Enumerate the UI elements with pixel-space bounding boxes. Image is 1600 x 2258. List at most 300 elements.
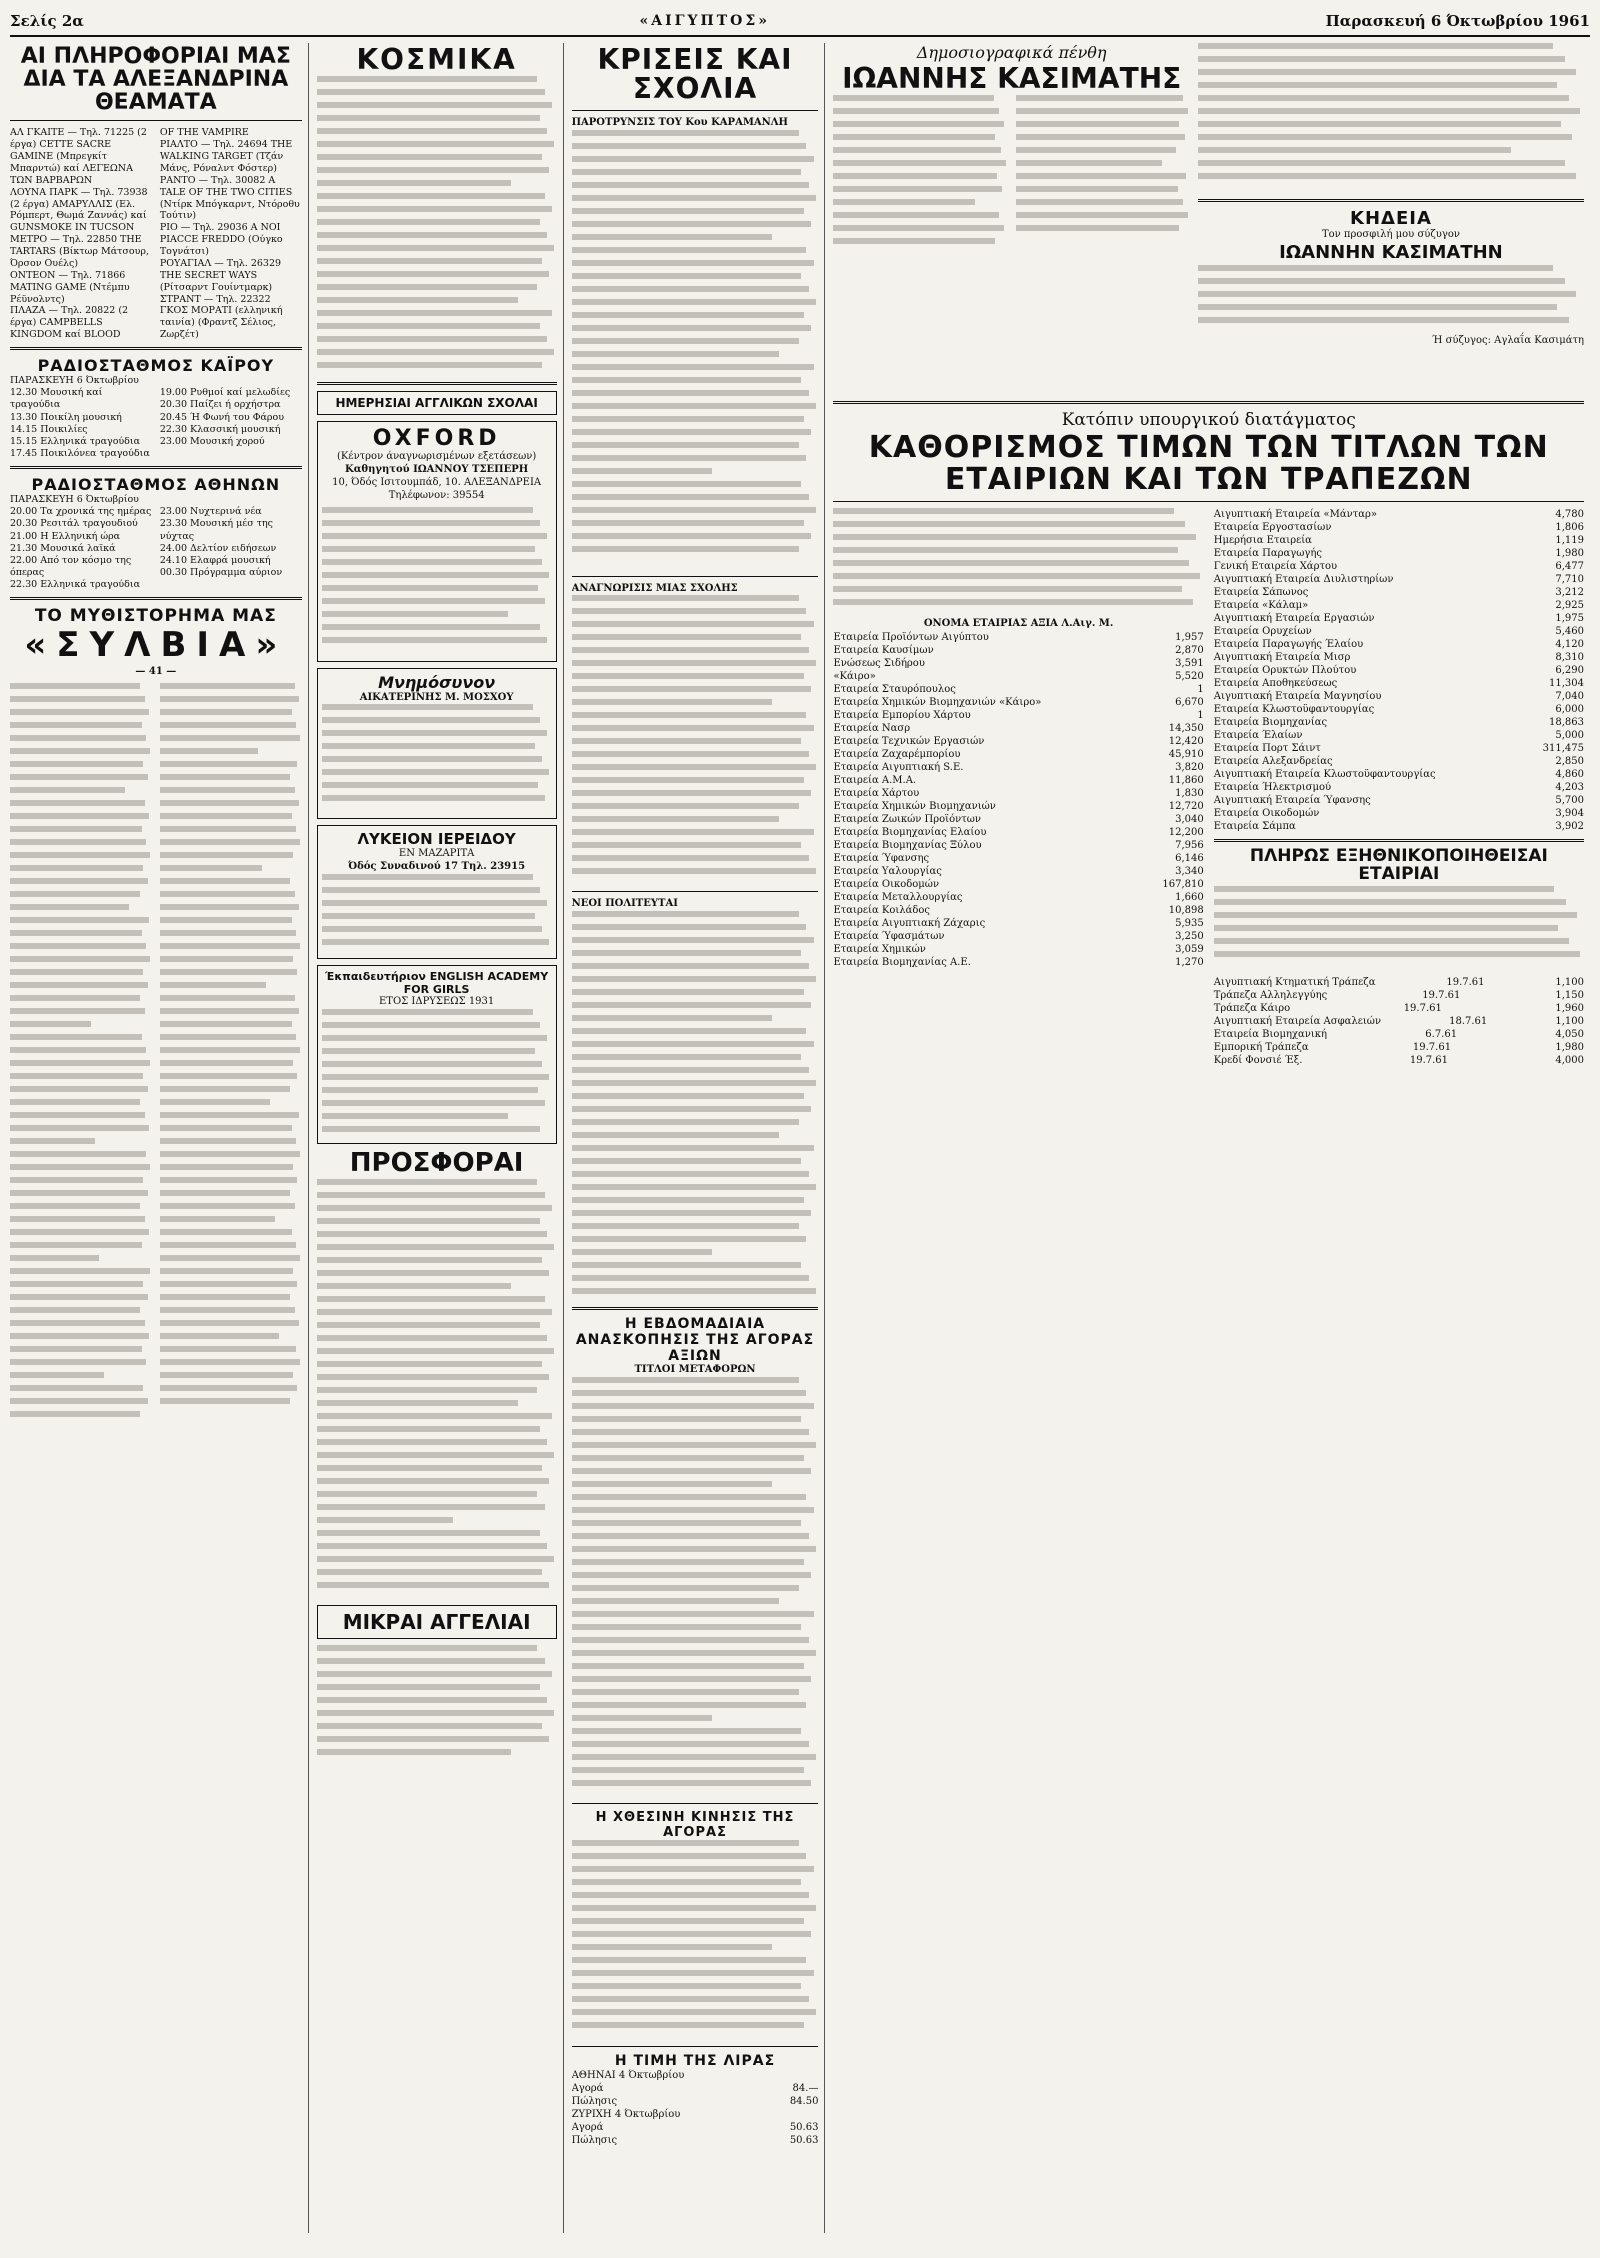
text-line [572,1533,809,1539]
text-line [160,1177,298,1183]
text-line [572,816,779,822]
text-line [317,1361,543,1367]
price-value: 12,720 [1168,801,1204,813]
text-line [572,1494,807,1500]
text-line [10,1008,145,1014]
program-line: 12.30 Μουσική καί τραγούδια [10,387,103,411]
text-line [1016,225,1180,231]
price-row [1214,651,1584,664]
text-line [572,1585,799,1591]
text-line [317,1426,540,1432]
text-line [572,1442,816,1448]
text-line [572,468,713,474]
company-name: «Κάιρο» [833,671,876,683]
text-line [572,208,804,214]
text-line [10,722,142,728]
text-line [572,533,811,539]
text-line [317,310,552,316]
text-line [160,1216,275,1222]
text-line [322,900,547,906]
school-address: Όδός Συναδινού 17 Τηλ. 23915 [348,861,526,873]
price-row [1214,807,1584,820]
text-line [572,1015,772,1021]
text-line [1198,95,1569,101]
text-line [10,1125,149,1131]
text-line [10,735,146,741]
text-line [1214,938,1569,944]
pound-table [572,2069,819,2147]
market-heading: Η ΕΒΔΟΜΑΔΙΑΙΑ ΑΝΑΣΚΟΠΗΣΙΣ ΤΗΣ ΑΓΟΡΑΣ ΑΞΙΩΝ [575,1316,815,1365]
program-line: 23.30 Μουσική μέσ της νύχτας [159,518,273,542]
text-line [322,611,508,617]
price-row [1214,625,1584,638]
price-value: 7,956 [1175,840,1204,852]
text-line [833,199,974,205]
company-name: Εταιρεία Καυσίμων [833,645,934,657]
text-line [572,829,814,835]
funeral-text [1198,265,1584,335]
text-line [317,1296,545,1302]
text-line [317,323,540,329]
text-line [833,534,1196,540]
text-line [317,1218,540,1224]
text-line [1198,134,1573,140]
mourning-text-cont [1198,43,1584,193]
price-row [833,826,1203,839]
text-line [572,634,802,640]
text-line [572,442,799,448]
price-value: 1 [1197,684,1204,696]
text-line [10,1255,99,1261]
issue-date: Παρασκευή 6 Όκτωβρίου 1961 [1325,12,1590,30]
program-line: 22.00 Από τον κόσμο της όπερας [10,554,132,579]
text-line [317,1543,547,1549]
price-row [1214,781,1584,794]
text-line [572,621,814,627]
text-line [160,1073,298,1079]
text-line [322,1048,536,1054]
company-name: Αγορά [571,2121,604,2133]
price-value: 4,120 [1555,639,1585,651]
text-line [833,121,1004,127]
price-row [833,735,1203,748]
text-line [322,1087,538,1093]
text-line [572,1637,809,1643]
text-line [322,520,540,526]
text-line [317,1439,547,1445]
evening-school-ad [317,391,557,415]
price-value: 2,850 [1555,756,1585,768]
novel-title: «ΣΥΛΒΙΑ» [24,625,288,666]
text-line [833,134,995,140]
commentary-heading: ΚΡΙΣΕΙΣ ΚΑΙ ΣΧΟΛΙΑ [597,43,793,106]
price-row [833,631,1203,644]
text-line [160,1372,293,1378]
text-line [10,1099,140,1105]
newspaper-name: «ΑΙΓΥΠΤΟΣ» [639,13,771,29]
text-line [572,403,816,409]
text-line [572,1481,772,1487]
price-value: 18.7.61 [1449,1016,1488,1028]
text-line [160,1112,299,1118]
text-line [572,1970,814,1976]
price-row [833,930,1203,943]
offers-heading: ΠΡΟΣΦΟΡΑΙ [349,1147,524,1178]
text-line [317,1270,550,1276]
text-line [572,1866,814,1872]
text-line [572,647,809,653]
text-line [10,1047,146,1053]
price-value: 10,898 [1168,905,1204,917]
text-line [1198,121,1561,127]
text-line [317,219,540,225]
text-line [317,271,550,277]
price-value: 1,270 [1175,957,1204,969]
text-line [160,1164,293,1170]
text-line [160,995,295,1001]
price-value: 6,146 [1175,853,1204,865]
text-line [160,839,300,845]
text-line [322,1061,543,1067]
price-row [1214,638,1584,651]
company-name: Εταιρεία Ορυχείων [1213,626,1312,638]
text-line [160,865,262,871]
text-line [833,160,1005,166]
cinema-heading: ΑΙ ΠΛΗΡΟΦΟΡΙΑΙ ΜΑΣ ΔΙΑ ΤΑ ΑΛΕΞΑΝΔΡΙΝΑ ΘΕΑΜΑΤΑ [20,44,291,116]
text-line [317,89,545,95]
text-line [572,725,814,731]
english-academy-text [322,1009,552,1139]
text-line [322,1074,550,1080]
price-row [1214,690,1584,703]
text-line [160,943,300,949]
text-line [317,154,543,160]
text-line [572,1028,807,1034]
text-line [160,982,266,988]
text-line [322,913,536,919]
company-name: Εταιρεία Βιομηχανίας Α.Ε. [833,957,971,969]
pound-heading: Η ΤΙΜΗ ΤΗΣ ΛΙΡΑΣ [614,2052,776,2069]
text-line [317,1569,543,1575]
text-line [160,683,295,689]
price-row [833,904,1203,917]
text-line [572,325,811,331]
decree-title: ΚΑΘΟΡΙΣΜΟΣ ΤΙΜΩΝ ΤΩΝ ΤΙΤΛΩΝ ΤΩΝ ΕΤΑΙΡΙΩΝ ΚΑΙ ΤΩΝ ΤΡΑΠΕΖΩΝ [868,430,1549,497]
text-line [572,455,807,461]
price-value: 1 [1197,710,1204,722]
text-line [572,1119,799,1125]
text-line [833,560,1188,566]
text-line [160,1385,298,1391]
text-line [10,1333,149,1339]
price-row [833,956,1203,969]
price-value: 3,904 [1555,808,1585,820]
text-line [317,1749,511,1755]
text-line [160,891,295,897]
text-line [317,115,540,121]
company-name: Εταιρεία Βιομηχανίας [1213,717,1328,729]
text-line [160,761,298,767]
company-name: Εταιρεία Ύφανσης [833,853,930,865]
price-row [833,852,1203,865]
text-line [572,1236,807,1242]
price-value: 1,660 [1175,892,1204,904]
company-name: Αιγυπτιακή Εταιρεία Διυλιστηρίων [1213,574,1394,586]
text-line [572,1918,804,1924]
funeral-name: ΙΩΑΝΝΗΝ ΚΑΣΙΜΑΤΗΝ [1279,241,1503,263]
price-value: 1,100 [1555,977,1585,989]
price-row [833,878,1203,891]
price-row [833,748,1203,761]
text-line [160,1281,298,1287]
text-line [322,1126,540,1132]
oxford-sub: (Κέντρον άναγνωρισμένων εξετάσεων) [337,451,537,463]
program-line: 20.45 Ή Φωνή του Φάρου [159,411,285,423]
text-line [10,1307,140,1313]
text-line [833,586,1181,592]
price-row [1214,534,1584,547]
text-line [322,782,538,788]
text-line [317,1736,550,1742]
text-line [572,1767,804,1773]
company-name: Εταιρεία Βιομηχανίας Ξύλου [833,840,982,852]
program-line: 24.10 Ελαφρά μουσική [159,554,271,566]
text-line [10,787,125,793]
program-line: 17.45 Ποικιλόνεα τραγούδια [10,447,150,459]
text-line [10,696,145,702]
nationalized-table [1214,976,1584,1067]
text-line [572,608,807,614]
text-line [160,930,296,936]
text-line [1198,291,1576,297]
text-line [833,108,999,114]
text-line [317,1645,538,1651]
text-line [572,1002,811,1008]
company-name: Εταιρεία Ήλεκτρισμού [1213,782,1332,794]
prices-left [833,631,1203,969]
text-line [572,1171,809,1177]
text-line [322,795,545,801]
text-line [160,722,296,728]
text-line [10,1229,149,1235]
text-line [572,1210,811,1216]
text-line [572,764,816,770]
text-line [317,336,547,342]
price-row [1214,755,1584,768]
price-value: 4,050 [1555,1029,1585,1041]
price-row [1214,612,1584,625]
text-line [833,186,1002,192]
price-row [1214,1015,1584,1028]
text-line [1016,199,1183,205]
text-line [572,520,804,526]
company-name: Αιγυπτιακή Κτηματική Τράπεζα [1213,977,1376,989]
text-line [833,599,1192,605]
text-line [572,595,799,601]
text-line [317,1582,550,1588]
price-row [572,2082,819,2095]
text-line [317,1491,538,1497]
text-line [833,573,1200,579]
text-line [572,546,799,552]
text-line [322,598,545,604]
company-name: Εταιρεία Προϊόντων Αιγύπτου [833,632,989,644]
cotton-heading: Η ΧΘΕΣΙΝΗ ΚΙΝΗΣΙΣ ΤΗΣ ΑΓΟΡΑΣ [595,1809,795,1840]
column-social [317,43,564,2233]
price-value: 1,150 [1555,990,1585,1002]
price-row [1214,677,1584,690]
text-line [572,1957,807,1963]
text-line [572,1715,713,1721]
text-line [10,865,143,871]
text-line [572,416,804,422]
text-line [833,547,1177,553]
text-line [160,1138,296,1144]
text-line [10,1320,145,1326]
text-line [317,1530,540,1536]
company-name: Εταιρεία Α.Μ.Α. [833,775,917,787]
decree-table-header: ΟΝΟΜΑ ΕΤΑΙΡΙΑΣ ΑΞΙΑ Λ.Αιγ. Μ. [923,618,1114,630]
text-line [160,878,290,884]
text-line [572,130,799,136]
company-name: ΖΥΡΙΧΗ 4 Όκτωβρίου [571,2108,681,2120]
social-heading: ΚΟΣΜΙΚΑ [356,43,517,76]
text-line [317,1309,552,1315]
company-name: Ενώσεως Σιδήρου [833,658,925,670]
text-line [322,546,536,552]
text-line [160,1333,279,1339]
text-line [572,1728,802,1734]
cinema-entry: ΜΕΤΡΟ — Τηλ. 22850 THE TARTARS (Βίκτωρ Μάτσουρ, Όρσον Ουέλς) [10,234,149,269]
price-row [833,865,1203,878]
text-line [572,1853,807,1859]
text-line [10,709,149,715]
text-line [1198,265,1553,271]
price-row [1214,664,1584,677]
text-line [322,572,550,578]
company-name: Εταιρεία Έλαίων [1213,730,1303,742]
text-line [317,1697,547,1703]
text-line [572,429,811,435]
price-row [833,761,1203,774]
text-line [322,874,534,880]
program-line: 21.30 Μουσικά λαϊκά [10,542,116,554]
oxford-text [322,507,552,657]
text-line [833,238,995,244]
price-value: 2,870 [1175,645,1204,657]
text-line [317,1231,547,1237]
price-value: 1,100 [1555,1016,1584,1028]
text-line [1198,173,1576,179]
company-name: Εταιρεία Παραγωγής Έλαίου [1213,639,1364,651]
company-name: Εταιρεία Παραγωγής [1213,548,1322,560]
price-value: 1,806 [1555,522,1585,534]
company-name: Αιγυπτιακή Εταιρεία Ασφαλειών [1213,1016,1382,1028]
novel-part: — 41 — [135,666,177,678]
text-line [317,1322,540,1328]
text-line [317,1283,511,1289]
price-row [833,696,1203,709]
text-line [10,1164,150,1170]
radio-cairo-program [10,387,302,460]
text-line [10,1138,95,1144]
text-line [572,1780,811,1786]
english-academy-ad [317,965,557,1144]
text-line [572,2009,816,2015]
company-name: Εταιρεία Χημικών Βιομηχανιών «Κάιρο» [833,697,1042,709]
cinema-listings [10,127,302,341]
price-value: 8,310 [1555,652,1585,664]
text-line [833,521,1185,527]
text-line [322,1022,540,1028]
price-row [1214,1054,1584,1067]
company-name: Εταιρεία Σάμπα [1213,821,1296,833]
text-line [1214,899,1566,905]
price-value: 7,710 [1555,574,1585,586]
novel-text [10,683,302,2163]
text-line [10,878,148,884]
company-name: Εταιρεία Ζωικών Προϊόντων [833,814,981,826]
oxford-name: Καθηγητού ΙΩΑΝΝΟΥ ΤΣΕΠΕΡΗ [345,464,529,476]
text-line [160,1008,299,1014]
price-value: 311,475 [1542,743,1585,755]
price-value: 3,059 [1175,944,1204,956]
school-title: ΛΥΚΕΙΟΝ ΙΕΡΕΙΔΟΥ [357,830,516,849]
text-line [572,1262,802,1268]
cinema-entry: ΑΛ ΓΚΑΙΤΕ — Τηλ. 71225 (2 έργα) CETTE SACRE GAMINE (Μπρεγκίτ Μπαρντώ) καί ΛΕΓΕΩΝΑ ΤΩΝ ΒΑΡΒΑΡΩΝ [10,127,147,186]
text-line [317,349,555,355]
price-value: 5,000 [1555,730,1585,742]
text-line [10,1151,146,1157]
text-line [1214,886,1555,892]
price-row [833,943,1203,956]
price-row [833,787,1203,800]
price-row [572,2095,819,2108]
company-name: Εταιρεία Χημικών Βιομηχανιών [833,801,996,813]
text-line [10,891,140,897]
price-row [833,670,1203,683]
text-line [572,1905,816,1911]
company-name: Εταιρεία Εμπορίου Χάρτου [833,710,971,722]
oxford-title: OXFORD [372,426,501,452]
text-line [572,364,814,370]
text-line [317,362,543,368]
text-line [317,1517,454,1523]
price-value: 18,863 [1549,717,1585,729]
price-row [1214,521,1584,534]
page-number: Σελίς 2α [10,12,84,30]
text-line [322,1009,534,1015]
text-line [572,1403,814,1409]
text-line [1198,43,1553,49]
text-line [317,1504,545,1510]
price-row [833,800,1203,813]
cinema-entry: ΟΝΤΕΟΝ — Τηλ. 71866 MATING GAME (Ντέμπυ Ρέϋνολντς) [10,269,130,305]
text-line [10,839,146,845]
text-line [10,1021,91,1027]
article-politicians [572,911,819,1301]
company-name: Εμπορική Τράπεζα [1213,1042,1309,1054]
price-value: 1,980 [1555,1042,1585,1054]
text-line [317,245,555,251]
text-line [160,1320,299,1326]
text-line [10,1294,148,1300]
text-line [317,1348,555,1354]
text-line [572,751,809,757]
price-value: 5,460 [1555,626,1585,638]
text-line [10,1281,143,1287]
text-line [572,1754,816,1760]
